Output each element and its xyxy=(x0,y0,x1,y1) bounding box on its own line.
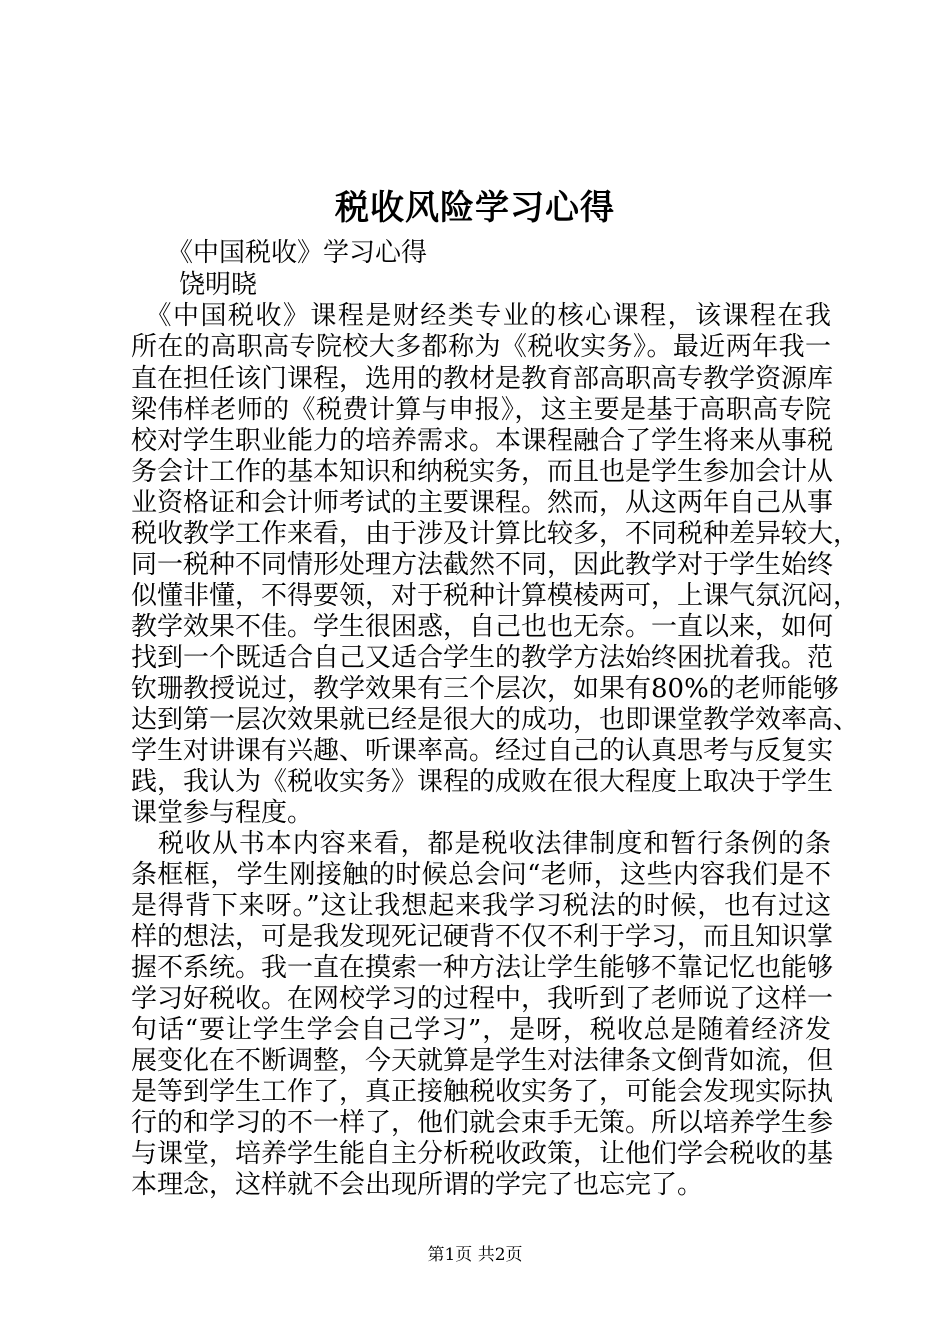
document-title: 税收风险学习心得 xyxy=(335,188,615,228)
paragraph-line: 梁伟样老师的《税费计算与申报》，这主要是基于高职高专院 xyxy=(131,395,831,425)
paragraph-line: 税收从书本内容来看，都是税收法律制度和暂行条例的条 xyxy=(131,829,831,859)
paragraph-line: 务会计工作的基本知识和纳税实务，而且也是学生参加会计从 xyxy=(131,457,834,487)
document-author: 饶明晓 xyxy=(179,270,258,300)
page-number: 第1页 共2页 xyxy=(427,1245,523,1265)
paragraph-line: 握不系统。我一直在摸索一种方法让学生能够不靠记忆也能够 xyxy=(131,953,834,983)
paragraph-line: 本理念，这样就不会出现所谓的学完了也忘完了。 xyxy=(131,1170,704,1200)
paragraph-line: 税收教学工作来看，由于涉及计算比较多，不同税种差异较大， xyxy=(131,519,860,549)
paragraph-line: 校对学生职业能力的培养需求。本课程融合了学生将来从事税 xyxy=(131,426,834,456)
paragraph-line: 钦珊教授说过，教学效果有三个层次，如果有80%的老师能够 xyxy=(131,674,839,704)
paragraph-line: 践，我认为《税收实务》课程的成败在很大程度上取决于学生 xyxy=(131,767,834,797)
paragraph-line: 样的想法，可是我发现死记硬背不仅不利于学习，而且知识掌 xyxy=(131,922,834,952)
paragraph-line: 业资格证和会计师考试的主要课程。然而，从这两年自己从事 xyxy=(131,488,834,518)
document-subtitle: 《中国税收》学习心得 xyxy=(167,238,428,268)
paragraph-line: 达到第一层次效果就已经是很大的成功，也即课堂教学效率高、 xyxy=(131,705,860,735)
paragraph-line: 展变化在不断调整，今天就算是学生对法律条文倒背如流，但 xyxy=(131,1046,834,1076)
paragraph-line: 所在的高职高专院校大多都称为《税收实务》。最近两年我一 xyxy=(131,332,831,362)
paragraph-line: 句话“要让学生学会自己学习”，是呀，税收总是随着经济发 xyxy=(131,1015,831,1045)
paragraph-line: 同一税种不同情形处理方法截然不同，因此教学对于学生始终 xyxy=(131,550,834,580)
paragraph-line: 找到一个既适合自己又适合学生的教学方法始终困扰着我。范 xyxy=(131,643,834,673)
paragraph-line: 学习好税收。在网校学习的过程中，我听到了老师说了这样一 xyxy=(131,984,834,1014)
paragraph-line: 行的和学习的不一样了，他们就会束手无策。所以培养学生参 xyxy=(131,1108,834,1138)
paragraph-line: 条框框，学生刚接触的时候总会问“老师，这些内容我们是不 xyxy=(131,860,831,890)
paragraph-line: 似懂非懂，不得要领，对于税种计算模棱两可，上课气氛沉闷， xyxy=(131,581,860,611)
paragraph-line: 课堂参与程度。 xyxy=(131,798,314,828)
paragraph-line: 与课堂，培养学生能自主分析税收政策，让他们学会税收的基 xyxy=(131,1139,834,1169)
paragraph-line: 是等到学生工作了，真正接触税收实务了，可能会发现实际执 xyxy=(131,1077,834,1107)
paragraph-line: 教学效果不佳。学生很困惑，自己也也无奈。一直以来，如何 xyxy=(131,612,834,642)
paragraph-line: 是得背下来呀。”这让我想起来我学习税法的时候，也有过这 xyxy=(131,891,831,921)
paragraph-line: 直在担任该门课程，选用的教材是教育部高职高专教学资源库 xyxy=(131,364,834,394)
paragraph-line: 学生对讲课有兴趣、听课率高。经过自己的认真思考与反复实 xyxy=(131,736,834,766)
paragraph-line: 《中国税收》课程是财经类专业的核心课程，该课程在我 xyxy=(131,301,831,331)
